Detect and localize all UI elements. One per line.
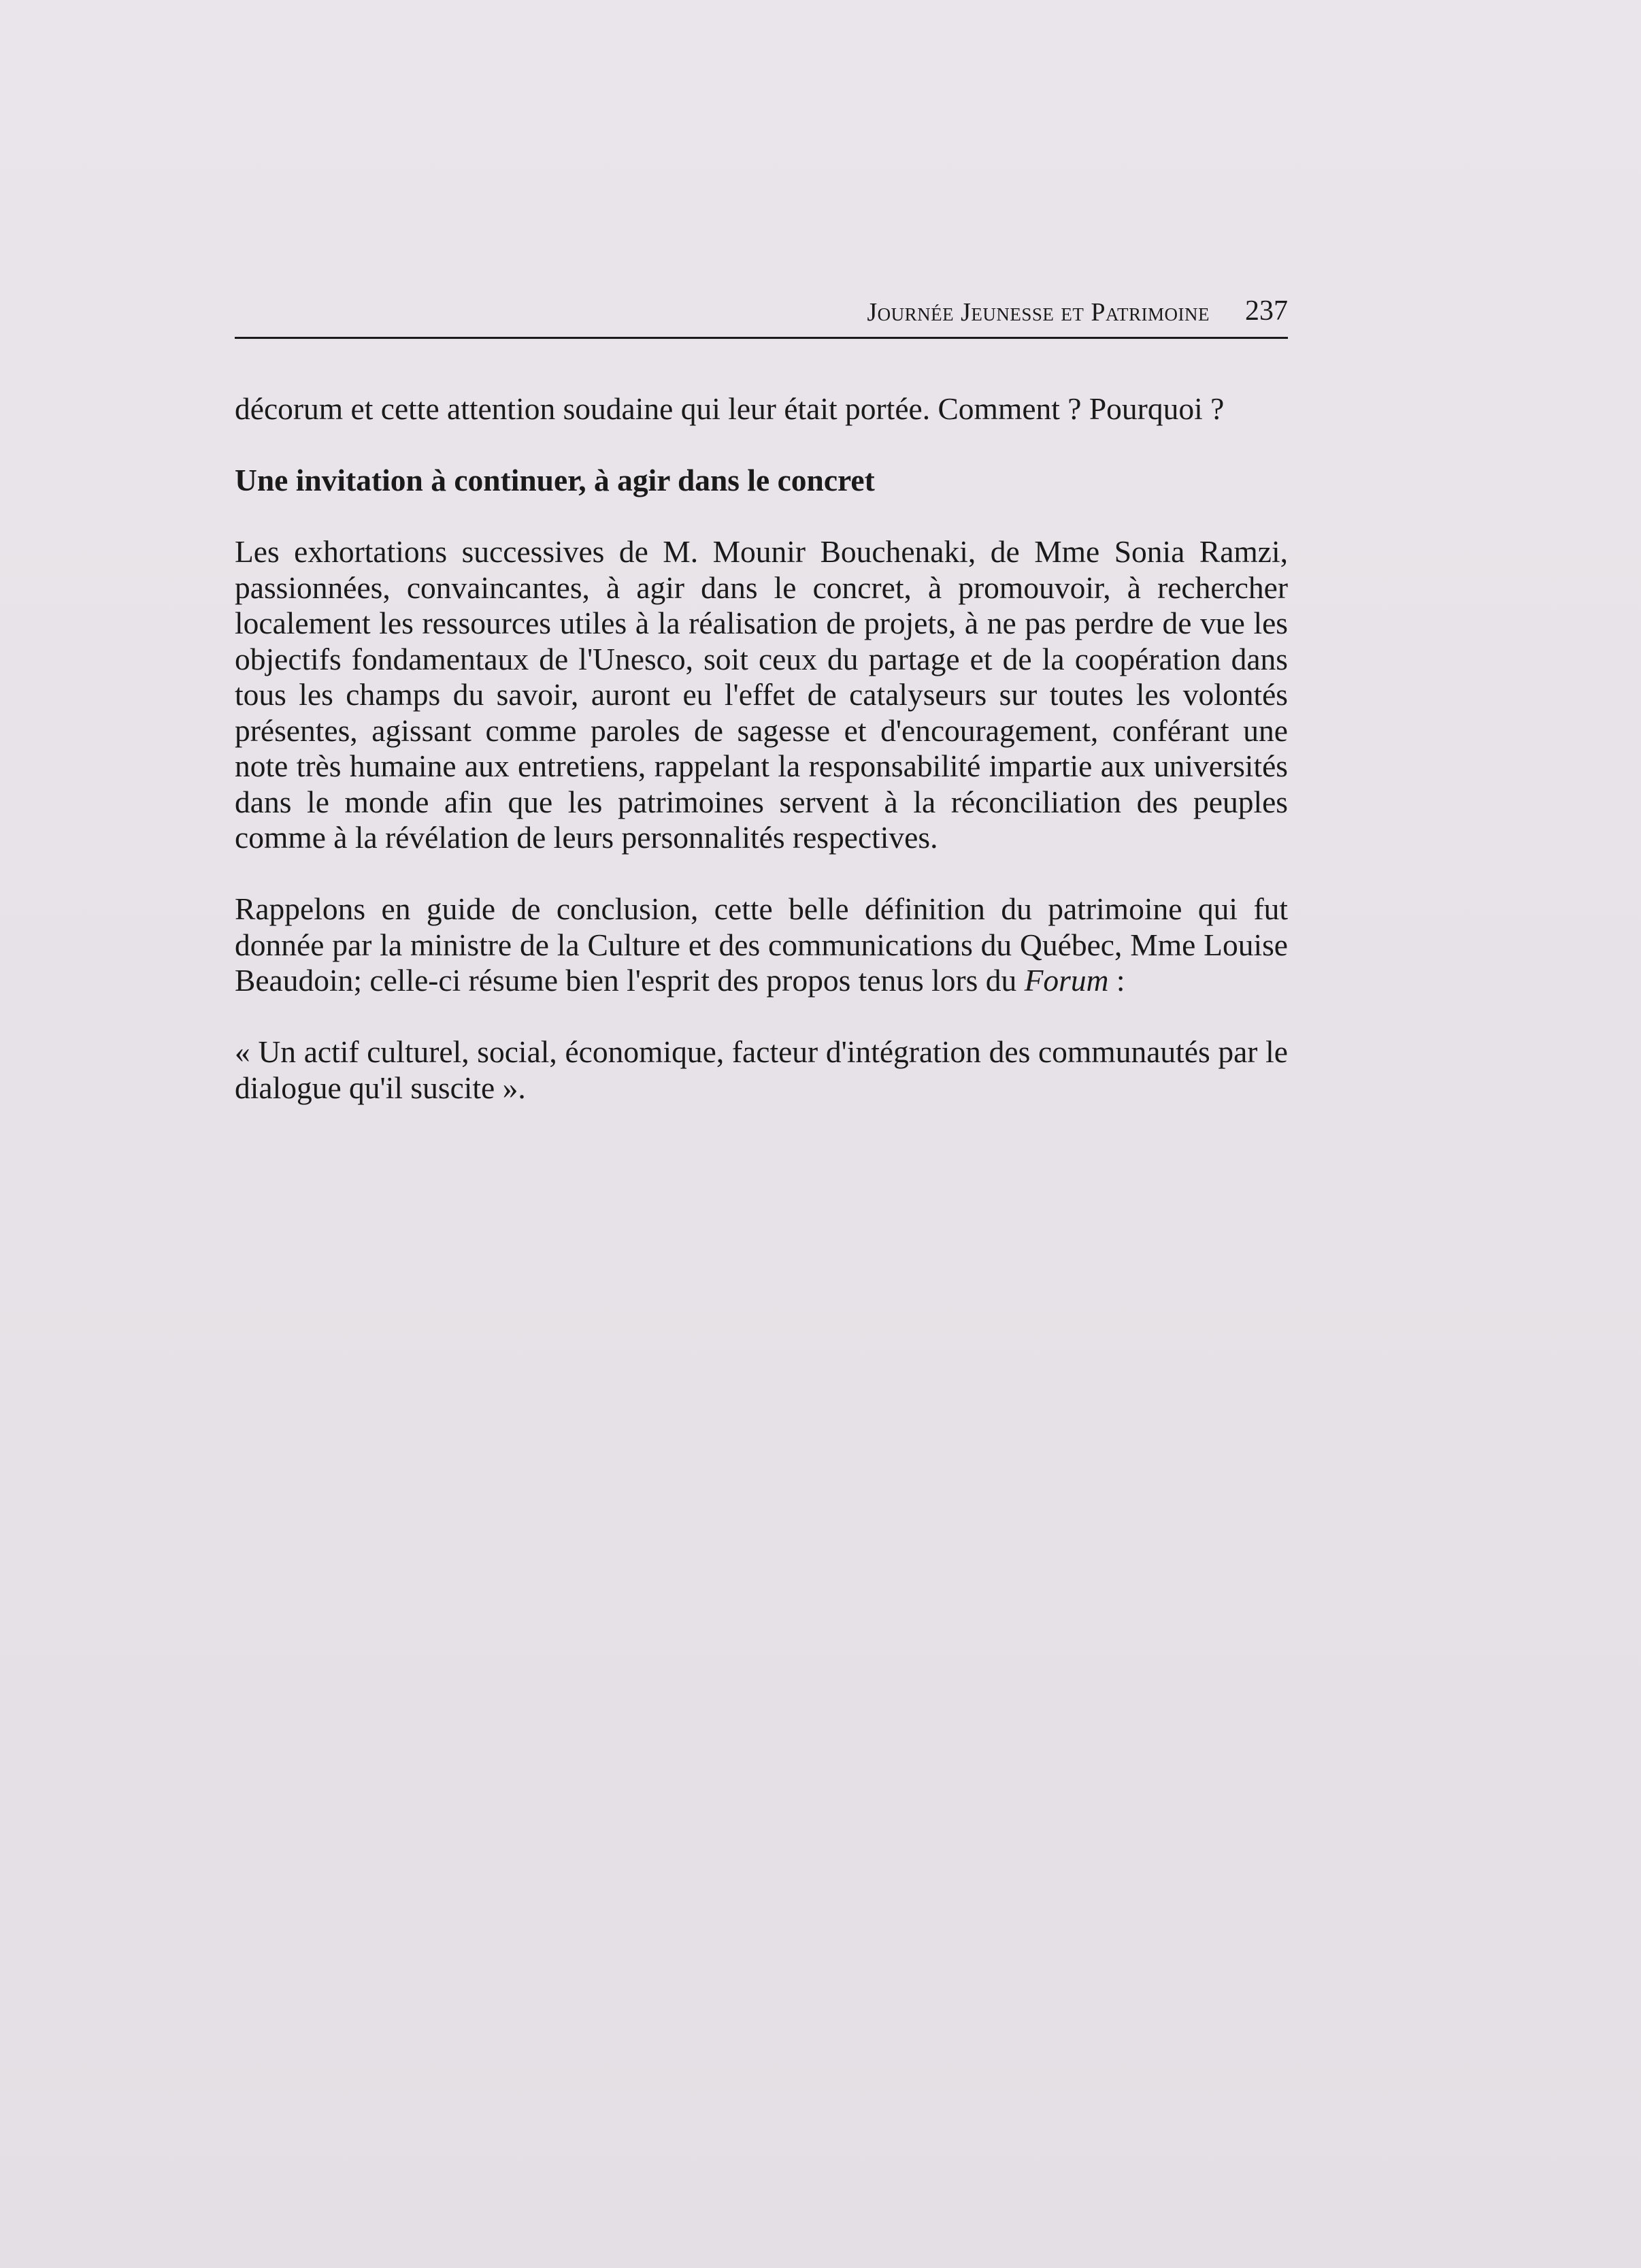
- paragraph-conclusion-colon: :: [1108, 963, 1125, 998]
- paragraph-spacer: [235, 999, 1288, 1035]
- paragraph-spacer: [235, 427, 1288, 463]
- page-body: [235, 391, 1288, 1106]
- paragraph-exhortations: Les exhortations successives de M. Mounir Bouchenaki, de Mme Sonia Ramzi, passionnées, convaincantes, à agir dans le concret, à promouvoir, à rechercher localement les ressources utiles à la réalisation de projets, à ne pas perdre de vue les objectifs fondamentaux de l'Unesco, soit ceux du partage et de la coopération dans tous les champs du savoir, auront eu l'effet de catalyseurs sur toutes les volontés présentes, agissant comme paroles de sagesse et d'encouragement, conférant une note très humaine aux entretiens, rappelant la responsabilité impartie aux universités dans le monde afin que les patrimoines servent à la réconciliation des peuples comme à la révélation de leurs personnalités respectives.: [235, 534, 1288, 855]
- running-title: Journée Jeunesse et Patrimoine: [867, 298, 1210, 327]
- paragraph-intro: décorum et cette attention soudaine qui leur était portée. Comment ? Pourquoi ?: [235, 391, 1225, 426]
- paragraph-conclusion: [235, 891, 1288, 999]
- header-rule: [235, 337, 1288, 339]
- paragraph-conclusion-text: Rappelons en guide de conclusion, cette belle définition du patrimoine qui fut donnée par la ministre de la Culture et des communications du Québec, Mme Louise Beaudoin; celle-ci résume bien l'esprit des propos tenus lors du: [235, 891, 1288, 998]
- page-header: [235, 289, 1288, 338]
- paragraph-spacer: [235, 499, 1288, 535]
- section-heading: Une invitation à continuer, à agir dans le concret: [235, 463, 875, 497]
- forum-word: Forum: [1024, 963, 1109, 998]
- page-number: 237: [1245, 295, 1288, 327]
- paragraph-spacer: [235, 856, 1288, 892]
- quotation: « Un actif culturel, social, économique, facteur d'intégration des communautés par le dialogue qu'il suscite ».: [235, 1034, 1288, 1105]
